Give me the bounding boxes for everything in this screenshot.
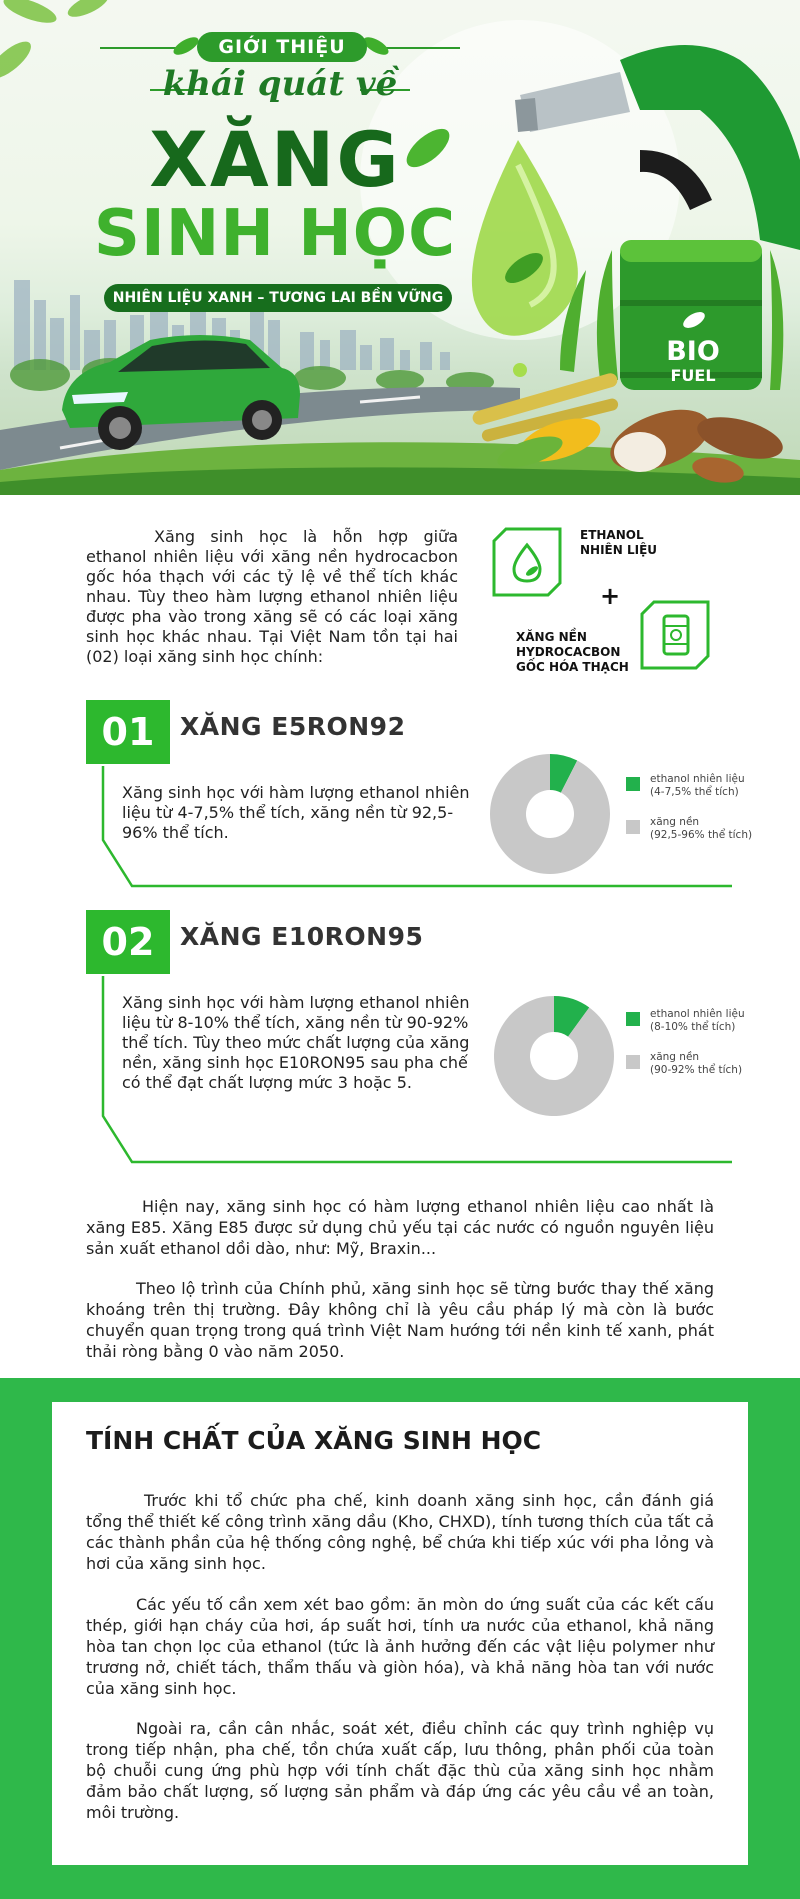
donut-chart-e10ron95	[492, 994, 616, 1118]
paragraph-roadmap: Theo lộ trình của Chính phủ, xăng sinh học sẽ từng bước thay thế xăng khoáng trên thị trường. Đây không chỉ là yêu cầu pháp lý mà còn là bước chuyển quan trọng trong quá trình Việt Nam hướng tới nền kinh tế xanh, phát thải ròng bằng 0 vào năm 2050.	[86, 1279, 714, 1361]
donut-chart-e5ron92	[488, 752, 612, 876]
legend-swatch-ethanol	[626, 1012, 640, 1026]
hero-tagline: NHIÊN LIỆU XANH – TƯƠNG LAI BỀN VỮNG	[104, 284, 452, 312]
barrel-label-bio: BIO	[666, 336, 720, 367]
donut-slice-base-gasoline	[494, 996, 614, 1116]
legend-label-base: xăng nền (90-92% thể tích)	[650, 1051, 743, 1076]
section-number-01: 01	[86, 700, 170, 764]
legend-swatch-base	[626, 1055, 640, 1069]
donut-slice-base-gasoline	[490, 754, 610, 874]
section-title-e10ron95: XĂNG E10RON95	[180, 922, 424, 951]
hero-subtitle: khái quát về	[162, 64, 398, 104]
paragraph-e85: Hiện nay, xăng sinh học có hàm lượng ethanol nhiên liệu cao nhất là xăng E85. Xăng E85 được sử dụng chủ yếu tại các nước có nguồn nguyên liệu sản xuất ethanol dồi dào, như: Mỹ, Braxin...	[86, 1197, 714, 1258]
ethanol-label: ETHANOL NHIÊN LIỆU	[580, 528, 658, 557]
section-number-02: 02	[86, 910, 170, 974]
hero-pill-intro: GIỚI THIỆU	[197, 32, 367, 62]
plus-sign: +	[600, 582, 621, 610]
section-text-e10ron95: Xăng sinh học với hàm lượng ethanol nhiên liệu từ 8-10% thể tích, xăng nền từ 90-92% thể tích. Tùy theo mức chất lượng của xăng nền, xăng sinh học E10RON95 sau pha chế có thể đạt chất lượng mức 3 hoặc 5.	[122, 993, 470, 1092]
barrel-label-fuel: FUEL	[670, 366, 716, 385]
base-gasoline-label: XĂNG NỀN HYDROCACBON GỐC HÓA THẠCH	[516, 630, 629, 674]
intro-paragraph: Xăng sinh học là hỗn hợp giữa ethanol nhiên liệu với xăng nền hydrocacbon gốc hóa thạch với các tỷ lệ về thể tích khác nhau. Tùy theo hàm lượng ethanol nhiên liệu được pha vào trong xăng sẽ có các loại xăng sinh học khác nhau. Tại Việt Nam tồn tại hai (02) loại xăng sinh học chính:	[86, 527, 458, 666]
properties-paragraph-2: Các yếu tố cần xem xét bao gồm: ăn mòn do ứng suất của các kết cấu thép, giới hạn cháy của hơi, áp suất hơi, tính ưa nước của ethanol, khả năng hòa tan chọn lọc của ethanol (tức là ảnh hưởng đến các vật liệu polymer như trương nở, chiết tách, thẩm thấu và giòn hóa), và khả năng hòa tan với nước của xăng sinh học.	[86, 1595, 714, 1698]
properties-paragraph-1: Trước khi tổ chức pha chế, kinh doanh xăng sinh học, cần đánh giá tổng thể thiết kế công trình xăng dầu (Kho, CHXD), tính tương thích của tất cả các thành phần của hệ thống công nghệ, bể chứa khi tiếp xúc với pha lỏng và hơi của xăng sinh học.	[86, 1491, 714, 1573]
hero-title-line1: XĂNG	[149, 115, 401, 204]
properties-paragraph-3: Ngoài ra, cần cân nhắc, soát xét, điều chỉnh các quy trình nghiệp vụ trong tiếp nhận, pha chế, tồn chứa xuất cấp, lưu thông, phân phối của toàn bộ chuỗi cung ứng phù hợp với tính chất đặc thù của xăng sinh học nhằm đảm bảo chất lượng, số lượng sản phẩm và đáp ứng các yêu cầu về an toàn, môi trường.	[86, 1719, 714, 1822]
legend-swatch-ethanol	[626, 777, 640, 791]
legend-swatch-base	[626, 820, 640, 834]
hero-title-line2: SINH HỌC	[93, 197, 457, 271]
legend-label-base: xăng nền (92,5-96% thể tích)	[650, 816, 753, 841]
properties-title: TÍNH CHẤT CỦA XĂNG SINH HỌC	[86, 1426, 542, 1455]
section-text-e5ron92: Xăng sinh học với hàm lượng ethanol nhiên liệu từ 4-7,5% thể tích, xăng nền từ 92,5-96% thể tích.	[122, 783, 470, 842]
section-title-e5ron92: XĂNG E5RON92	[180, 712, 406, 741]
legend-label-ethanol: ethanol nhiên liệu (4-7,5% thể tích)	[650, 773, 745, 798]
legend-label-ethanol: ethanol nhiên liệu (8-10% thể tích)	[650, 1008, 745, 1033]
